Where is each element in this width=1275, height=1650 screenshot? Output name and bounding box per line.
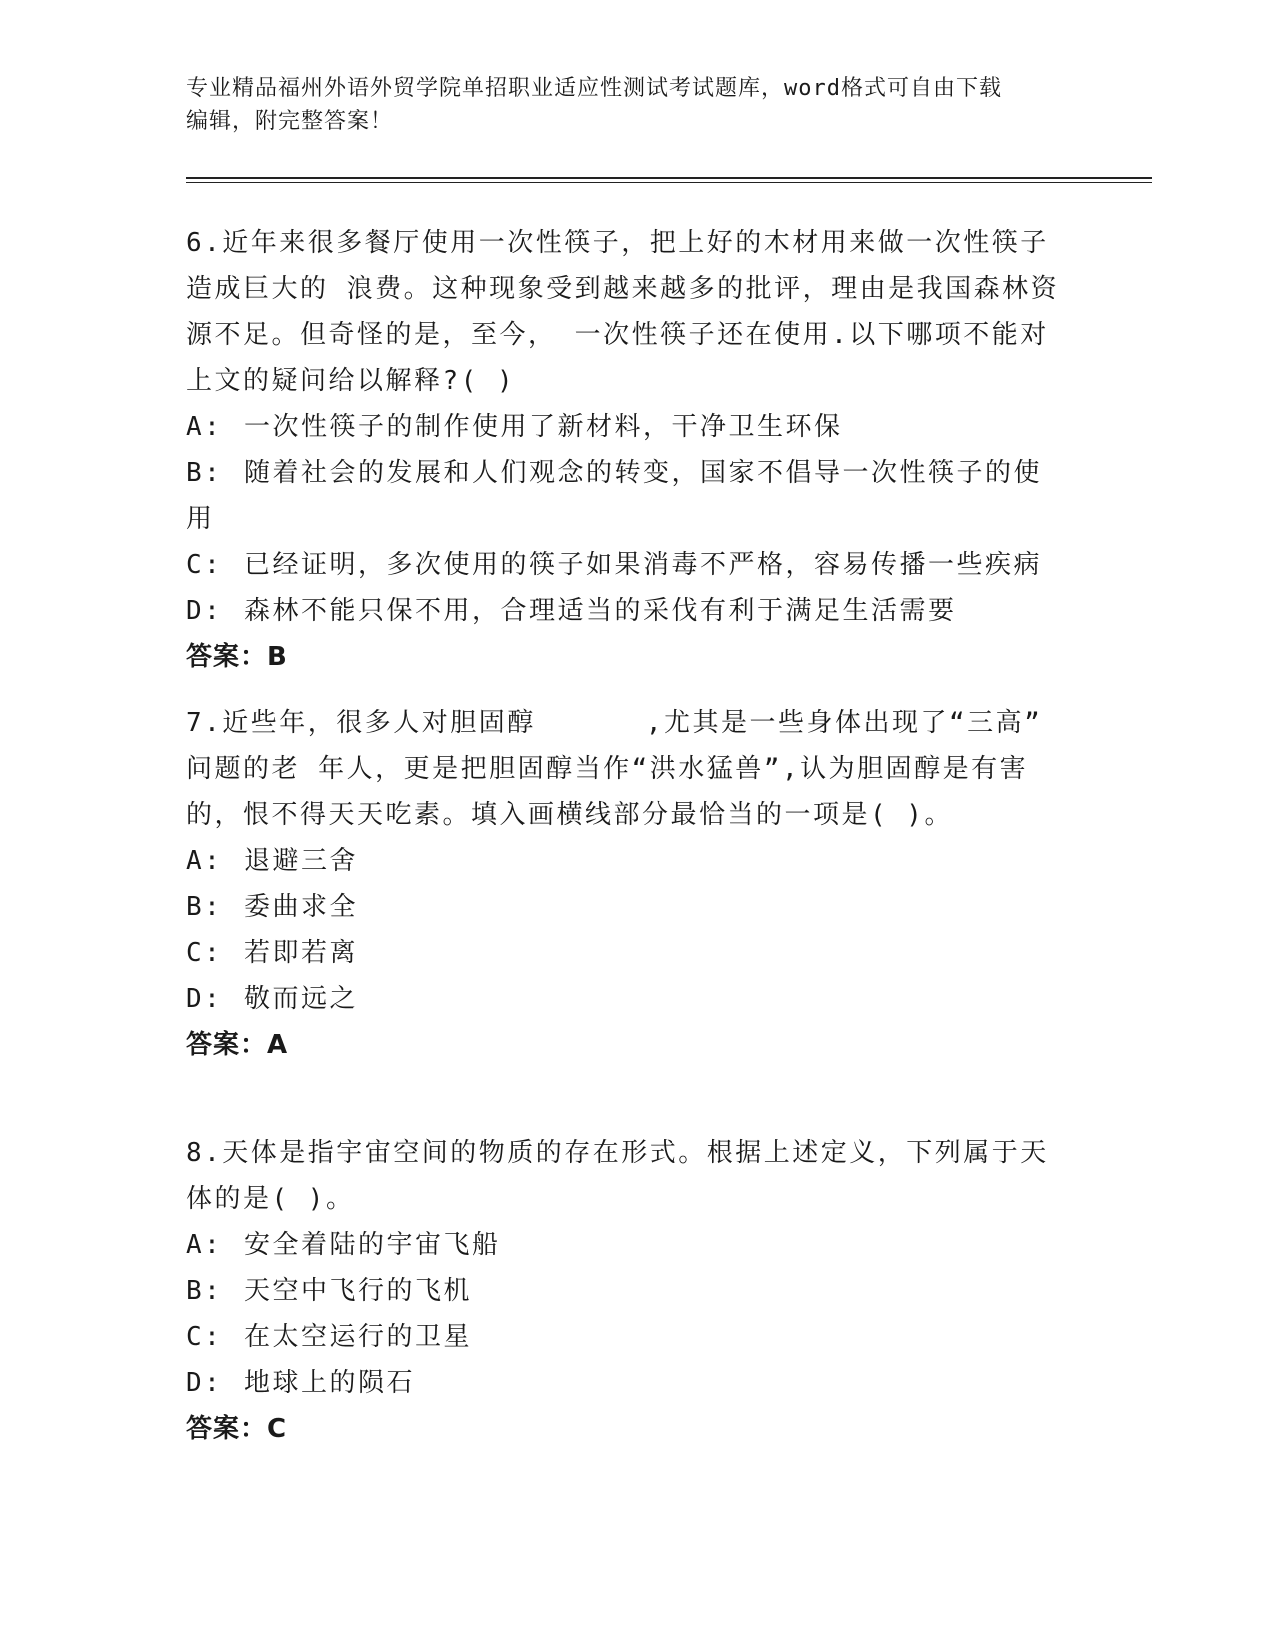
option-a <box>186 1222 1066 1268</box>
question-stem-line: 上文的疑问给以解释?( ) <box>186 366 516 396</box>
option-b <box>186 884 1066 930</box>
option-a <box>186 404 1066 450</box>
document-header <box>186 72 1066 138</box>
option-key: A: <box>186 1230 223 1260</box>
option-key: D: <box>186 1368 223 1398</box>
question-stem-line: 体的是( )。 <box>186 1184 355 1214</box>
option-key: D: <box>186 984 223 1014</box>
option-b <box>186 1268 1066 1314</box>
option-text: 敬而远之 <box>244 984 359 1014</box>
question-stem-line: 源不足。但奇怪的是，至今， 一次性筷子还在使用.以下哪项不能对 <box>186 320 1049 350</box>
option-text: 森林不能只保不用，合理适当的采伐有利于满足生活需要 <box>244 596 957 626</box>
option-c <box>186 930 1066 976</box>
option-text: 天空中飞行的飞机 <box>244 1276 473 1306</box>
option-key: C: <box>186 1322 223 1352</box>
header-divider-thick <box>186 177 1152 179</box>
option-text: 安全着陆的宇宙飞船 <box>244 1230 501 1260</box>
question-stem-line <box>186 700 1066 746</box>
option-key: D: <box>186 596 223 626</box>
option-text: 在太空运行的卫星 <box>244 1322 473 1352</box>
option-c <box>186 1314 1066 1360</box>
question-stem-line: 8.天体是指宇宙空间的物质的存在形式。根据上述定义，下列属于天 <box>186 1138 1049 1168</box>
option-d <box>186 1360 1066 1406</box>
answer-label: 答案：B <box>186 642 288 672</box>
option-key: C: <box>186 938 223 968</box>
answer-label: 答案：A <box>186 1030 289 1060</box>
option-key: B: <box>186 1276 223 1306</box>
question-stem-line: 的，恨不得天天吃素。填入画横线部分最恰当的一项是( )。 <box>186 800 953 830</box>
question-stem-line: 6.近年来很多餐厅使用一次性筷子，把上好的木材用来做一次性筷子 <box>186 228 1049 258</box>
option-text: 地球上的陨石 <box>244 1368 416 1398</box>
stem-part-after-blank: ,尤其是一些身体出现了“三高” <box>645 708 1043 738</box>
option-key: B: <box>186 892 223 922</box>
answer-label: 答案：C <box>186 1414 288 1444</box>
option-b-continuation: 用 <box>186 504 215 534</box>
stem-part-before-blank: 7.近些年，很多人对胆固醇 <box>186 708 536 738</box>
option-key: A: <box>186 412 223 442</box>
header-line-1: 专业精品福州外语外贸学院单招职业适应性测试考试题库，word格式可自由下载 <box>186 76 1002 101</box>
question-8 <box>186 1130 1066 1452</box>
header-divider-thin <box>186 182 1152 183</box>
option-text: 已经证明，多次使用的筷子如果消毒不严格，容易传播一些疾病 <box>244 550 1043 580</box>
option-text: 一次性筷子的制作使用了新材料，干净卫生环保 <box>244 412 843 442</box>
option-key: C: <box>186 550 223 580</box>
question-7 <box>186 700 1066 1068</box>
option-a <box>186 838 1066 884</box>
question-6 <box>186 220 1066 680</box>
option-b <box>186 450 1066 496</box>
option-d <box>186 976 1066 1022</box>
question-stem-line: 问题的老 年人，更是把胆固醇当作“洪水猛兽”,认为胆固醇是有害 <box>186 754 1029 784</box>
option-text: 委曲求全 <box>244 892 359 922</box>
option-text: 随着社会的发展和人们观念的转变，国家不倡导一次性筷子的使 <box>244 458 1043 488</box>
option-text: 退避三舍 <box>244 846 359 876</box>
option-c <box>186 542 1066 588</box>
header-line-2: 编辑，附完整答案！ <box>186 109 394 134</box>
option-d <box>186 588 1066 634</box>
question-stem-line: 造成巨大的 浪费。这种现象受到越来越多的批评，理由是我国森林资 <box>186 274 1060 304</box>
option-key: A: <box>186 846 223 876</box>
option-text: 若即若离 <box>244 938 359 968</box>
option-key: B: <box>186 458 223 488</box>
